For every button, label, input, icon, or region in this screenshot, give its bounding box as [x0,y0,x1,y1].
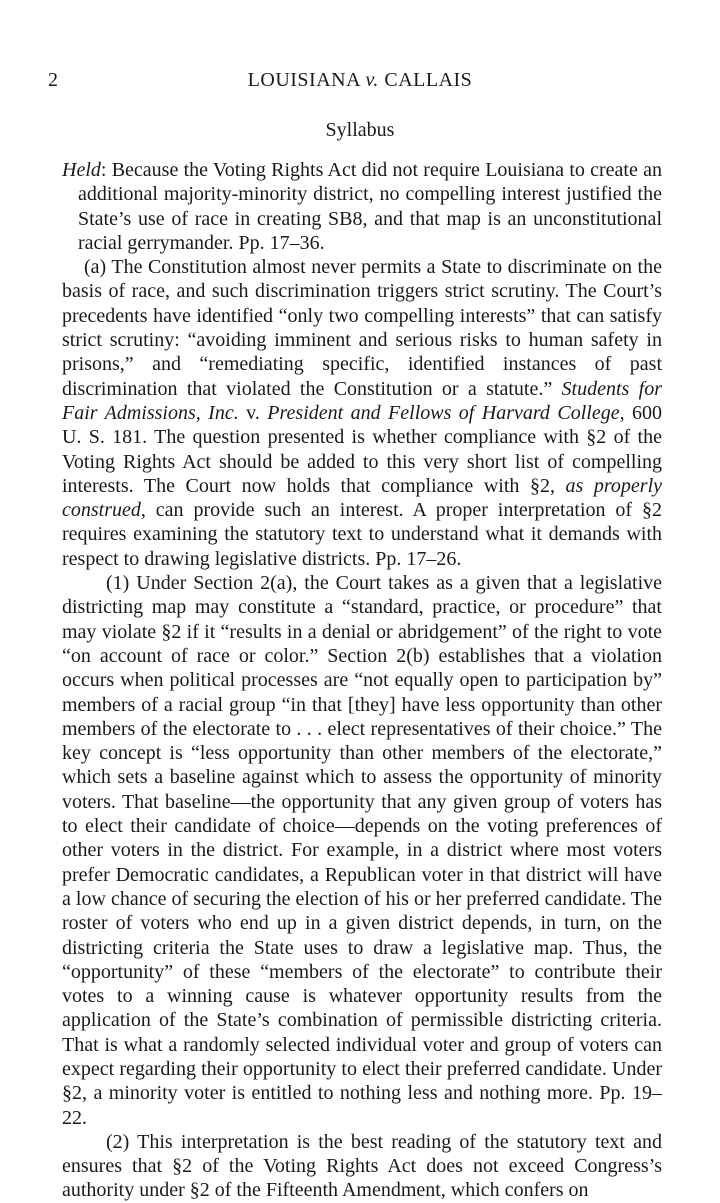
paragraph-a-part1: (a) The Constitution almost never permits a State to discriminate on the basis of race, and such discrimination triggers strict scrutiny. The Court’s precedents have identified “only two compelling interests” that can satisfy strict scrutiny: “avoiding imminent and serious risks to human safety in prisons,” and “remediating specific, identified instances of past discrimination that violated the Constitution or a statute.” [62,256,662,400]
running-head [48,68,672,92]
paragraph-a [62,255,662,571]
emphasis-properly-construed: as properly construed [62,474,662,522]
case-name-students: Students for Fair Admissions, Inc. [62,377,662,424]
section-label: Syllabus [325,119,395,141]
page-number: 2 [48,69,58,91]
page-header [48,68,672,94]
held-label: Held [62,159,101,181]
held-text: : Because the Voting Rights Act did not require Louisiana to create an additional majority-minority district, no compelling interest justified the State’s use of race in creating SB8, and that map is an unconstitutional racial gerrymander. Pp. 17–36. [78,159,662,254]
case-name-harvard: President and Fellows of Harvard College [267,401,620,424]
paragraph-a-part3: , can provide such an interest. A proper interpretation of §2 requires examining the statutory text to understand what it demands with respect to drawing legislative districts. Pp. 17–26. [62,499,662,570]
paragraph-2: (2) This interpretation is the best reading of the statutory text and ensures that §2 of the Voting Rights Act does not exceed Congress’s authority under §2 of the Fifteenth Amendment, which confers on [62,1130,662,1202]
versus: v. [238,401,268,424]
case-title-plaintiff: LOUISIANA [247,69,360,91]
syllabus-body [62,158,662,1203]
paragraph-1: (1) Under Section 2(a), the Court takes as a given that a legislative districting map may constitute a “standard, practice, or procedure” that may violate §2 if it “results in a denial or abridgement” of the right to vote “on account of race or color.” Section 2(b) establishes that a violation occurs when political processes are “not equally open to participation by” members of a racial group “in that [they] have less opportunity than other members of the electorate to . . . elect representatives of their choice.” The key concept is “less opportunity than other members of the electorate,” which sets a baseline against which to assess the opportunity of minority voters. That baseline—the opportunity that any given group of voters has to elect their candidate of choice—depends on the voting preferences of other voters in the district. For example, in a district where most voters prefer Democratic candidates, a Republican voter in that district will have a low chance of securing the election of his or her preferred candidate. The roster of voters who end up in a given district depends, in turn, on the districting criteria the State uses to draw a legislative map. Thus, the “opportunity” of these “members of the electorate” to contribute their votes to a winning cause is whatever opportunity results from the application of the State’s combination of permissible districting criteria. That is what a randomly selected individual voter and group of voters can expect regarding their opportunity to elect their preferred candidate. Under §2, a minority voter is entitled to nothing less and nothing more. Pp. 19–22. [62,572,662,1129]
held-paragraph [62,158,662,255]
paragraph-a-part2: , 600 U. S. 181. The question presented is whether compliance with §2 of the Voting Rights Act should be added to this very short list of compelling interests. The Court now holds that compliance with §2, [62,401,663,497]
case-title-versus: v. [365,69,379,91]
case-title-defendant: CALLAIS [384,69,473,91]
